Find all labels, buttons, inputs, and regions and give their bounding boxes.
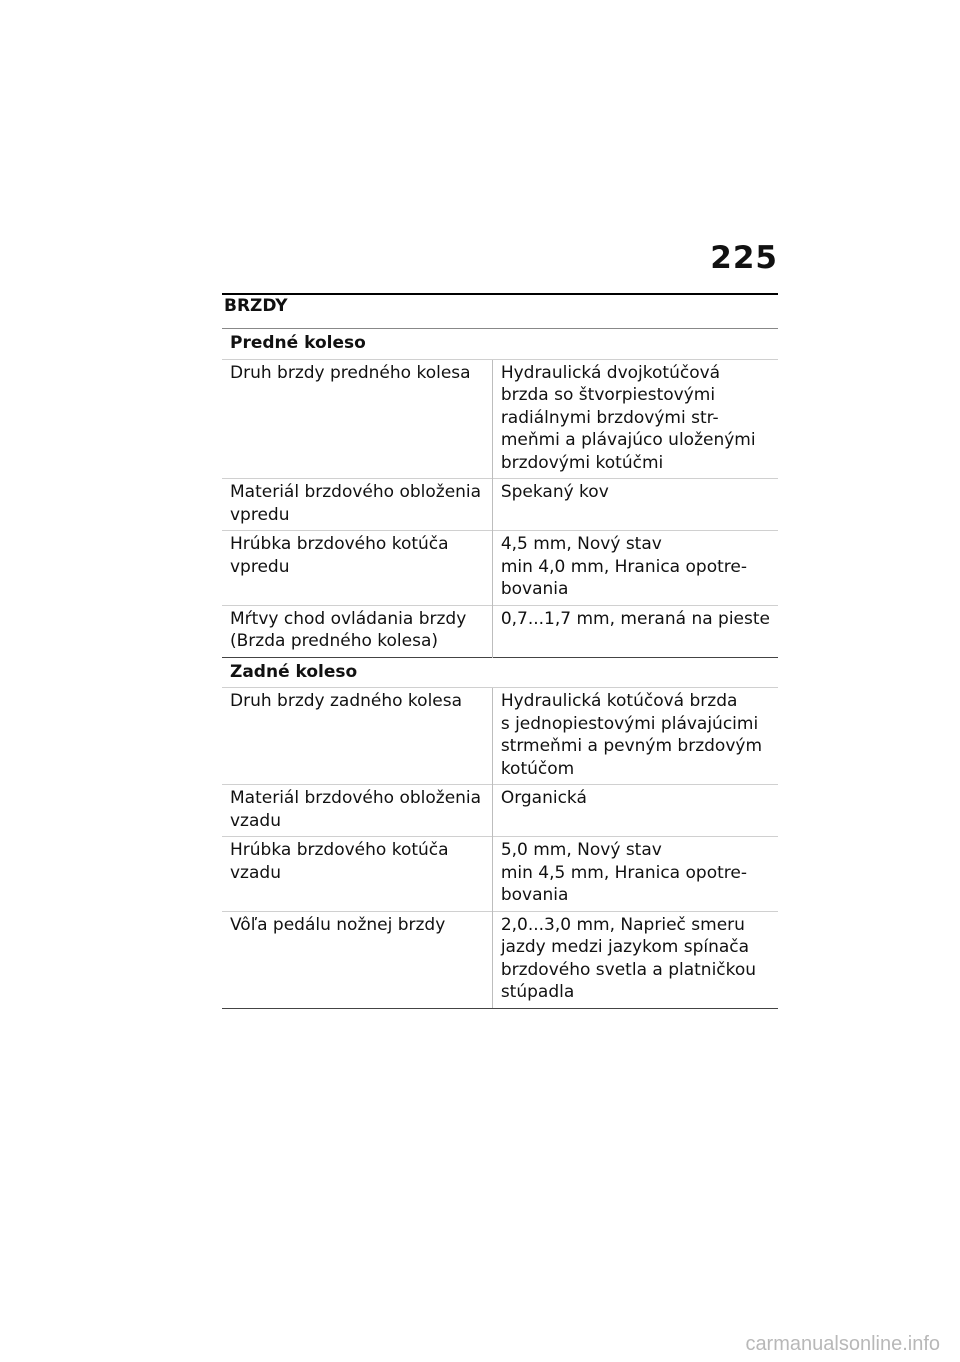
group-title: Predné koleso — [222, 329, 778, 360]
spec-value-line: jazdy medzi jazykom spínača — [500, 937, 750, 957]
spec-value — [492, 359, 778, 479]
spec-value-line: bovania — [500, 579, 569, 599]
spec-label-line: vzadu — [230, 862, 281, 883]
spec-label-line: Hrúbka brzdového kotúča — [230, 534, 449, 554]
spec-value-line: brzdovými kotúčmi — [500, 452, 664, 473]
spec-label-line: Mŕtvy chod ovládania brzdy — [230, 608, 467, 629]
spec-value-line: 5,0 mm, Nový stav — [500, 840, 662, 860]
spec-table-body — [222, 329, 778, 1009]
spec-row — [222, 837, 778, 912]
spec-label — [222, 911, 492, 1008]
spec-label — [222, 359, 492, 479]
spec-label-line: Druh brzdy predného kolesa — [230, 362, 471, 383]
spec-row — [222, 688, 778, 785]
spec-label-line: Materiál brzdového obloženia — [230, 788, 482, 808]
spec-label-line: vpredu — [230, 504, 290, 525]
spec-value-line: meňmi a plávajúco uloženými — [500, 430, 756, 450]
spec-label-line: (Brzda predného kolesa) — [230, 631, 439, 651]
spec-label-line: vzadu — [230, 810, 281, 831]
group-header-row — [222, 657, 778, 688]
spec-label — [222, 688, 492, 785]
spec-value-line: 2,0...3,0 mm, Naprieč smeru — [500, 914, 745, 935]
spec-value-line: Organická — [500, 788, 587, 808]
footer-watermark: carmanualsonline.info — [745, 1333, 940, 1355]
spec-value-line: min 4,5 mm, Hranica opotre- — [500, 862, 747, 883]
spec-value-line: brzdového svetla a platničkou — [500, 959, 757, 980]
spec-value-line: Hydraulická dvojkotúčová — [500, 362, 721, 383]
spec-value-line: Hydraulická kotúčová brzda — [500, 691, 738, 711]
spec-value-line: strmeňmi a pevným brzdovým — [500, 736, 763, 756]
spec-value-line: min 4,0 mm, Hranica opotre- — [500, 556, 747, 577]
page-number: 225 — [710, 240, 778, 276]
spec-value-line: 4,5 mm, Nový stav — [500, 534, 662, 554]
spec-label — [222, 785, 492, 837]
spec-value-line: Spekaný kov — [500, 482, 609, 502]
spec-value-line: radiálnymi brzdovými str- — [500, 407, 719, 428]
spec-value-line: bovania — [500, 885, 569, 905]
spec-value-line: 0,7...1,7 mm, meraná na pieste — [500, 608, 770, 629]
spec-row — [222, 479, 778, 531]
spec-label — [222, 837, 492, 912]
spec-row — [222, 785, 778, 837]
spec-row — [222, 911, 778, 1008]
spec-label-line: Vôľa pedálu nožnej brzdy — [230, 914, 446, 935]
group-header-row — [222, 329, 778, 360]
spec-row — [222, 531, 778, 606]
spec-row — [222, 605, 778, 657]
section-rule — [222, 293, 778, 295]
spec-value-line: stúpadla — [500, 982, 575, 1002]
spec-value-line: s jednopiestovými plávajúcimi — [500, 713, 759, 734]
spec-value — [492, 785, 778, 837]
spec-value-line: kotúčom — [500, 758, 575, 779]
spec-row — [222, 359, 778, 479]
spec-label-line: Druh brzdy zadného kolesa — [230, 691, 463, 711]
spec-value — [492, 688, 778, 785]
spec-label — [222, 605, 492, 657]
spec-value — [492, 531, 778, 606]
spec-value — [492, 911, 778, 1008]
spec-label — [222, 531, 492, 606]
spec-value-line: brzda so štvorpiestovými — [500, 385, 716, 405]
group-title: Zadné koleso — [222, 657, 778, 688]
spec-value — [492, 605, 778, 657]
spec-label-line: Hrúbka brzdového kotúča — [230, 840, 449, 860]
spec-value — [492, 837, 778, 912]
section-title: BRZDY — [224, 296, 288, 316]
spec-label-line: Materiál brzdového obloženia — [230, 482, 482, 502]
spec-value — [492, 479, 778, 531]
brake-spec-table — [222, 328, 778, 1009]
spec-label — [222, 479, 492, 531]
spec-label-line: vpredu — [230, 556, 290, 577]
